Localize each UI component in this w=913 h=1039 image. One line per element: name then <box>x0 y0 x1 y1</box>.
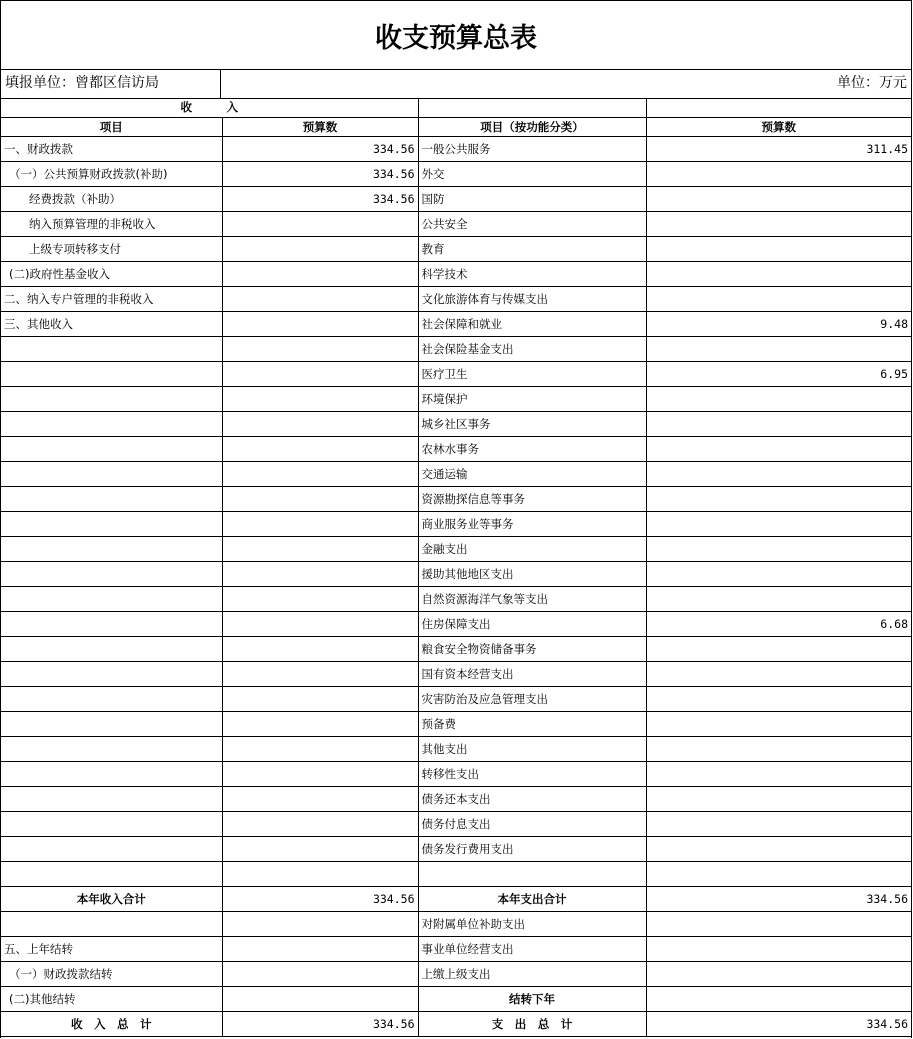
expense-value-cell: 311.45 <box>646 136 911 161</box>
expense-value-cell: 9.48 <box>646 311 911 336</box>
expense-value-cell <box>646 211 911 236</box>
income-item-cell <box>1 511 222 536</box>
col-header-budget2: 预算数 <box>646 117 911 136</box>
expense-value-cell <box>646 636 911 661</box>
income-group-header: 收 入 <box>1 98 418 117</box>
header-group-row <box>1 98 911 117</box>
income-value-cell <box>222 286 418 311</box>
grand-expense-label: 支 出 总 计 <box>418 1011 646 1036</box>
empty-header-cell <box>418 98 646 117</box>
expense-item-cell: 转移性支出 <box>418 761 646 786</box>
expense-item-cell: 城乡社区事务 <box>418 411 646 436</box>
expense-item-cell: 债务还本支出 <box>418 786 646 811</box>
col-header-item-func: 项目（按功能分类） <box>418 117 646 136</box>
col-header-budget: 预算数 <box>222 117 418 136</box>
year-income-value: 334.56 <box>222 886 418 911</box>
expense-value-cell <box>646 536 911 561</box>
income-item-cell <box>1 436 222 461</box>
expense-item-cell: 商业服务业等事务 <box>418 511 646 536</box>
expense-item-cell: 金融支出 <box>418 536 646 561</box>
table-row <box>1 736 911 761</box>
table-row <box>1 661 911 686</box>
expense-value-cell <box>646 486 911 511</box>
expense-value-cell <box>646 761 911 786</box>
expense-item-cell: 交通运输 <box>418 461 646 486</box>
table-row <box>1 936 911 961</box>
income-item-cell <box>1 461 222 486</box>
table-row <box>1 711 911 736</box>
income-item-cell <box>1 736 222 761</box>
expense-item-cell: 结转下年 <box>418 986 646 1011</box>
expense-item-cell: 医疗卫生 <box>418 361 646 386</box>
income-value-cell: 334.56 <box>222 186 418 211</box>
expense-value-cell <box>646 786 911 811</box>
expense-item-cell: 住房保障支出 <box>418 611 646 636</box>
column-header-row <box>1 117 911 136</box>
year-expense-value: 334.56 <box>646 886 911 911</box>
table-row <box>1 611 911 636</box>
expense-value-cell <box>646 861 911 886</box>
income-value-cell <box>222 911 418 936</box>
expense-value-cell <box>646 736 911 761</box>
income-value-cell <box>222 361 418 386</box>
expense-item-cell: 事业单位经营支出 <box>418 936 646 961</box>
income-item-cell: 三、其他收入 <box>1 311 222 336</box>
income-item-cell <box>1 586 222 611</box>
table-row <box>1 286 911 311</box>
income-value-cell <box>222 236 418 261</box>
expense-item-cell: 资源勘探信息等事务 <box>418 486 646 511</box>
expense-value-cell <box>646 936 911 961</box>
income-value-cell <box>222 711 418 736</box>
income-value-cell <box>222 461 418 486</box>
expense-item-cell: 债务发行费用支出 <box>418 836 646 861</box>
income-value-cell <box>222 811 418 836</box>
grand-income-label: 收 入 总 计 <box>1 1011 222 1036</box>
income-value-cell: 334.56 <box>222 136 418 161</box>
income-item-cell <box>1 661 222 686</box>
expense-value-cell: 6.68 <box>646 611 911 636</box>
expense-value-cell <box>646 561 911 586</box>
expense-item-cell: 环境保护 <box>418 386 646 411</box>
income-value-cell <box>222 786 418 811</box>
table-row <box>1 636 911 661</box>
expense-item-cell: 其他支出 <box>418 736 646 761</box>
expense-value-cell <box>646 686 911 711</box>
income-value-cell <box>222 836 418 861</box>
table-row <box>1 161 911 186</box>
income-item-cell <box>1 636 222 661</box>
income-value-cell <box>222 211 418 236</box>
income-item-cell <box>1 711 222 736</box>
table-row <box>1 386 911 411</box>
table-row <box>1 686 911 711</box>
year-total-row <box>1 886 911 911</box>
col-header-item: 项目 <box>1 117 222 136</box>
table-row <box>1 461 911 486</box>
table-row <box>1 911 911 936</box>
income-item-cell <box>1 611 222 636</box>
income-item-cell: 一、财政拨款 <box>1 136 222 161</box>
sheet-title: 收支预算总表 <box>1 1 911 70</box>
income-value-cell <box>222 536 418 561</box>
table-row <box>1 961 911 986</box>
expense-value-cell <box>646 836 911 861</box>
income-item-cell <box>1 411 222 436</box>
table-row <box>1 186 911 211</box>
income-item-cell: 五、上年结转 <box>1 936 222 961</box>
income-item-cell: （一）公共预算财政拨款(补助) <box>1 161 222 186</box>
table-row <box>1 861 911 886</box>
income-item-cell <box>1 536 222 561</box>
income-value-cell <box>222 636 418 661</box>
table-row <box>1 436 911 461</box>
income-item-cell <box>1 761 222 786</box>
expense-value-cell <box>646 986 911 1011</box>
expense-item-cell: 预备费 <box>418 711 646 736</box>
grand-income-value: 334.56 <box>222 1011 418 1036</box>
income-item-cell: (二)政府性基金收入 <box>1 261 222 286</box>
table-row <box>1 361 911 386</box>
table-row <box>1 986 911 1011</box>
table-row <box>1 486 911 511</box>
expense-value-cell <box>646 186 911 211</box>
table-row <box>1 536 911 561</box>
income-item-cell <box>1 786 222 811</box>
table-row <box>1 211 911 236</box>
currency-unit: 单位：万元 <box>837 75 907 91</box>
budget-table <box>1 98 911 1037</box>
expense-value-cell <box>646 161 911 186</box>
grand-expense-value: 334.56 <box>646 1011 911 1036</box>
income-value-cell <box>222 986 418 1011</box>
income-value-cell <box>222 311 418 336</box>
expense-item-cell: 社会保障和就业 <box>418 311 646 336</box>
income-item-cell: （一）财政拨款结转 <box>1 961 222 986</box>
income-item-cell <box>1 911 222 936</box>
expense-item-cell: 援助其他地区支出 <box>418 561 646 586</box>
table-row <box>1 336 911 361</box>
income-item-cell: 纳入预算管理的非税收入 <box>1 211 222 236</box>
expense-value-cell <box>646 411 911 436</box>
expense-item-cell <box>418 861 646 886</box>
income-item-cell <box>1 361 222 386</box>
income-value-cell <box>222 436 418 461</box>
table-row <box>1 836 911 861</box>
expense-value-cell <box>646 286 911 311</box>
table-row <box>1 261 911 286</box>
income-value-cell <box>222 561 418 586</box>
income-value-cell <box>222 511 418 536</box>
table-row <box>1 786 911 811</box>
income-value-cell <box>222 936 418 961</box>
expense-item-cell: 对附属单位补助支出 <box>418 911 646 936</box>
table-row <box>1 761 911 786</box>
year-expense-label: 本年支出合计 <box>418 886 646 911</box>
income-item-cell <box>1 561 222 586</box>
income-value-cell <box>222 336 418 361</box>
table-row <box>1 236 911 261</box>
income-value-cell <box>222 586 418 611</box>
empty-header-cell <box>646 98 911 117</box>
filing-unit: 填报单位：曾都区信访局 <box>1 69 221 98</box>
expense-value-cell <box>646 386 911 411</box>
income-value-cell <box>222 861 418 886</box>
expense-value-cell <box>646 436 911 461</box>
income-item-cell <box>1 386 222 411</box>
income-item-cell <box>1 686 222 711</box>
income-item-cell <box>1 486 222 511</box>
grand-total-row <box>1 1011 911 1036</box>
expense-value-cell <box>646 236 911 261</box>
expense-value-cell <box>646 661 911 686</box>
expense-item-cell: 社会保险基金支出 <box>418 336 646 361</box>
income-item-cell: 经费拨款（补助） <box>1 186 222 211</box>
expense-item-cell: 科学技术 <box>418 261 646 286</box>
expense-value-cell <box>646 811 911 836</box>
income-item-cell <box>1 336 222 361</box>
table-row <box>1 811 911 836</box>
income-value-cell <box>222 736 418 761</box>
expense-value-cell: 6.95 <box>646 361 911 386</box>
table-row <box>1 411 911 436</box>
income-value-cell <box>222 486 418 511</box>
table-row <box>1 311 911 336</box>
income-item-cell <box>1 811 222 836</box>
expense-item-cell: 自然资源海洋气象等支出 <box>418 586 646 611</box>
income-value-cell <box>222 686 418 711</box>
expense-item-cell: 债务付息支出 <box>418 811 646 836</box>
income-item-cell: 二、纳入专户管理的非税收入 <box>1 286 222 311</box>
expense-item-cell: 灾害防治及应急管理支出 <box>418 686 646 711</box>
expense-item-cell: 外交 <box>418 161 646 186</box>
expense-item-cell: 上缴上级支出 <box>418 961 646 986</box>
expense-item-cell: 国防 <box>418 186 646 211</box>
expense-value-cell <box>646 911 911 936</box>
expense-value-cell <box>646 261 911 286</box>
table-row <box>1 511 911 536</box>
table-row <box>1 586 911 611</box>
expense-value-cell <box>646 511 911 536</box>
income-value-cell <box>222 961 418 986</box>
expense-value-cell <box>646 336 911 361</box>
year-income-label: 本年收入合计 <box>1 886 222 911</box>
income-value-cell <box>222 386 418 411</box>
table-row <box>1 136 911 161</box>
expense-value-cell <box>646 711 911 736</box>
income-item-cell <box>1 861 222 886</box>
income-item-cell: 上级专项转移支付 <box>1 236 222 261</box>
income-value-cell <box>222 261 418 286</box>
expense-item-cell: 公共安全 <box>418 211 646 236</box>
income-value-cell <box>222 661 418 686</box>
expense-value-cell <box>646 586 911 611</box>
income-item-cell: (二)其他结转 <box>1 986 222 1011</box>
table-row <box>1 561 911 586</box>
income-value-cell <box>222 761 418 786</box>
expense-value-cell <box>646 961 911 986</box>
expense-item-cell: 国有资本经营支出 <box>418 661 646 686</box>
expense-value-cell <box>646 461 911 486</box>
expense-item-cell: 农林水事务 <box>418 436 646 461</box>
income-value-cell: 334.56 <box>222 161 418 186</box>
expense-item-cell: 教育 <box>418 236 646 261</box>
expense-item-cell: 粮食安全物资储备事务 <box>418 636 646 661</box>
expense-item-cell: 文化旅游体育与传媒支出 <box>418 286 646 311</box>
income-value-cell <box>222 611 418 636</box>
income-value-cell <box>222 411 418 436</box>
income-item-cell <box>1 836 222 861</box>
meta-row <box>1 69 911 99</box>
expense-item-cell: 一般公共服务 <box>418 136 646 161</box>
